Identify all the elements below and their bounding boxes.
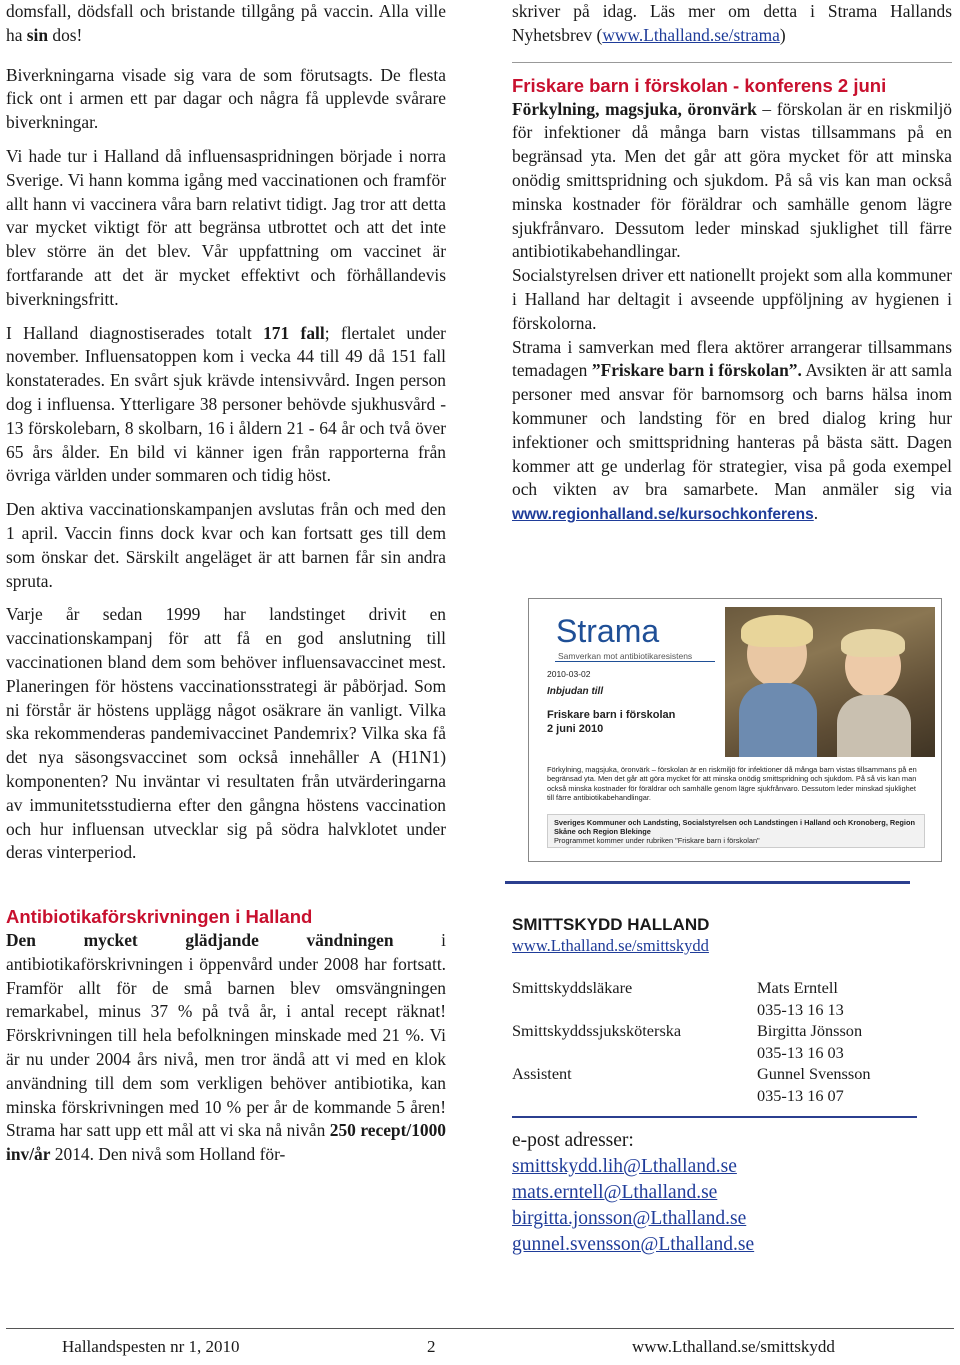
email-link[interactable]: mats.erntell@Lthalland.se [512,1182,718,1203]
divider [512,62,952,63]
paragraph: Biverkningarna visade sig vara de som förutsagts. De flesta fick ont i armen ett par dagar och några få upplevde svårare biverkningar. [6,64,446,133]
paragraph: Varje år sedan 1999 har landstinget drivit en vaccinationskampanj för att få en god anslutning till vaccinationen bland dem som behöver influensavaccinet mest. Planeringen för höstens vaccinationsstrategi är påbörjad. Som ni förstår är höstens upplägg något osäkrare än vanligt. Vilka ska rekommenderas pandemivaccinet Pandemrix? Vilka ska få det nya säsongsvaccinet som också innehåller A (H1N1) komponenten? Nu inväntar vi resultaten från utvärderingarna av immunitetsstudierna efter den gångna höstens vaccination och hur influensan utvecklar sig på södra halvklotet under deras vinterperiod. [6,604,446,863]
invitation-label: Inbjudan till [547,686,604,697]
paragraph: skriver på idag. Läs mer om detta i Strama Hallands Nyhetsbrev (www.Lthalland.se/strama) [512,1,952,45]
smittskydd-url[interactable]: www.Lthalland.se/smittskydd [512,936,709,955]
paragraph: Vi hade tur i Halland då influensaspridningen började i norra Sverige. Vi hann komma igång med vaccinationen och framför allt hann vi vaccinera våra barn relativt tidigt. Jag tror att detta var mycket viktigt för att begränsa utbrottet och att det inte blev större än det blev. Vår uppfattning om vaccinet är fortfarande att det är mycket effektivt och förhållandevis biverkningsfritt. [6,145,446,309]
child-hair-right [841,629,905,657]
page-number: 2 [427,1337,436,1356]
email-link[interactable]: gunnel.svensson@Lthalland.se [512,1234,755,1255]
contact-row: Assistent Gunnel Svensson 035-13 16 07 [512,1064,871,1105]
contact-row: Smittskyddsläkare Mats Erntell 035-13 16 13 [512,978,844,1019]
invitation-footer-line: Programmet kommer under rubriken "Friskare barn i förskolan" [554,836,760,845]
child-shirt-left [739,683,817,757]
email-link[interactable]: birgitta.jonsson@Lthalland.se [512,1208,747,1229]
children-photo [725,607,935,757]
right-column [512,0,952,527]
footer-rule [6,1328,954,1329]
strama-logo: Strama [556,613,660,649]
logo-underline [555,661,715,662]
invitation-date-event: 2 juni 2010 [547,723,604,735]
paragraph: I Halland diagnostiserades totalt 171 fall; flertalet under november. Influensatoppen kom i vecka 44 till 49 då 151 fall konstaterades. En svårt sjuk krävde intensivvård. Ingen person dog i influensa. Ytterligare 38 personer behövde sjukhusvård - 13 förskolebarn, 8 skolbarn, 16 i åldern 21 - 64 år och två över 65 års ålder. En bild vi känner igen från rapporterna från övriga världen under sommaren och tidig höst. [6,322,446,486]
divider-blue [505,881,910,884]
contact-title: SMITTSKYDD HALLAND [512,915,710,934]
paragraph: Förkylning, magsjuka, öronvärk – förskolan är en riskmiljö för infektioner då många barn vistas tillsammans på en begränsad yta. Men det går att göra mycket för att minska onödig smittspridning och sjukdom. På så vis kan man också minska kostnader för föräldrar och samhälle genom lägre sjukfrånvaro. Dessutom leder minskad sjuklighet till färre antibiotikabehandlingar. [512,98,952,262]
divider-blue [512,1116,917,1118]
section-heading-antibiotika: Antibiotikaförskrivningen i Halland [6,906,313,928]
invitation-title: Friskare barn i förskolan [547,709,676,721]
invitation-card [528,598,942,862]
page-footer [6,1328,954,1365]
organizer-box [547,814,925,848]
paragraph: Strama i samverkan med flera aktörer arrangerar tillsammans temadagen ”Friskare barn i förskolan”. Avsikten är att samla personer med ansvar för barnomsorg och barns hälsa inom kommuner och landsting för en bred dialog kring hur infektioner och smittspridning hanteras på bästa sätt. Dagen kommer att ge underlag för strategier, visa på goda exempel och vikten av bra samarbete. Man anmäler sig via www.regionhalland.se/kursochkonferens. [512,336,953,524]
paragraph: domsfall, dödsfall och bristande tillgång på vaccin. Alla ville ha sin dos! [6,1,446,45]
conference-link[interactable]: www.regionhalland.se/kursochkonferens [512,506,814,524]
contact-block [512,915,952,1258]
paragraph: Den aktiva vaccinationskampanjen avslutas från och med den 1 april. Vaccin finns dock kvar och kan fortsatt ges till dem som önskar det. Särskilt angeläget är att barnen får sin andra spruta. [6,499,446,591]
paragraph: Socialstyrelsen driver ett nationellt projekt som alla kommuner i Halland har deltagit i avseende uppföljning av hygienen i förskolorna. [512,265,952,333]
section-heading-friskare: Friskare barn i förskolan - konferens 2 juni [512,74,887,96]
footer-site: www.Lthalland.se/smittskydd [632,1337,835,1356]
email-link[interactable]: smittskydd.lih@Lthalland.se [512,1156,737,1177]
left-column [6,0,446,1167]
publication-name: Hallandspesten nr 1, 2010 [62,1337,240,1356]
organizers: Sveriges Kommuner och Landsting, Socialstyrelsen och Landstingen i Halland och Kronoberg, Region Skåne och Region Blekinge [554,818,915,837]
paragraph: Den mycket glädjande vändningen i antibiotikaförskrivningen i öppenvård under 2008 har fortsatt. Framför allt för de små barnen blev omsvängningen remarkabel, minus 37 % på två år, i antal recept räknat! Förskrivningen till hela befolkningen minskade med 21 %. Vi är nu under 2004 års nivå, men tror ändå att vi med en klok användning till dem som verkligen behöver antibiotika, kan minska förskrivningen med 10 % per år de kommande 5 åren! Strama har satt upp ett mål att vi ska nå nivån 250 recept/1000 inv/år 2014. Den nivå som Holland för- [6,930,447,1165]
logo-tagline: Samverkan mot antibiotikaresistens [558,651,693,661]
invitation-body: Förkylning, magsjuka, öronvärk – förskolan är en riskmiljö för infektioner då många barn vistas tillsammans på en begränsad yta. Men det går att göra mycket för att minska onödig smittspridning och sjukdom. På så vis kan man också minska kostnader för föräldrar och samhälle genom lägre sjukfrånvaro. Dessutom leder minskad sjuklighet till färre antibiotikabehandlingar. [547,765,917,803]
child-shirt-right [837,695,911,757]
child-hair-left [741,615,813,647]
email-label: e-post adresser: [512,1130,634,1151]
contact-row: Smittskyddssjuksköterska Birgitta Jönsson 035-13 16 03 [512,1021,863,1062]
strama-link[interactable]: www.Lthalland.se/strama [602,24,780,45]
invitation-date: 2010-03-02 [547,669,591,679]
